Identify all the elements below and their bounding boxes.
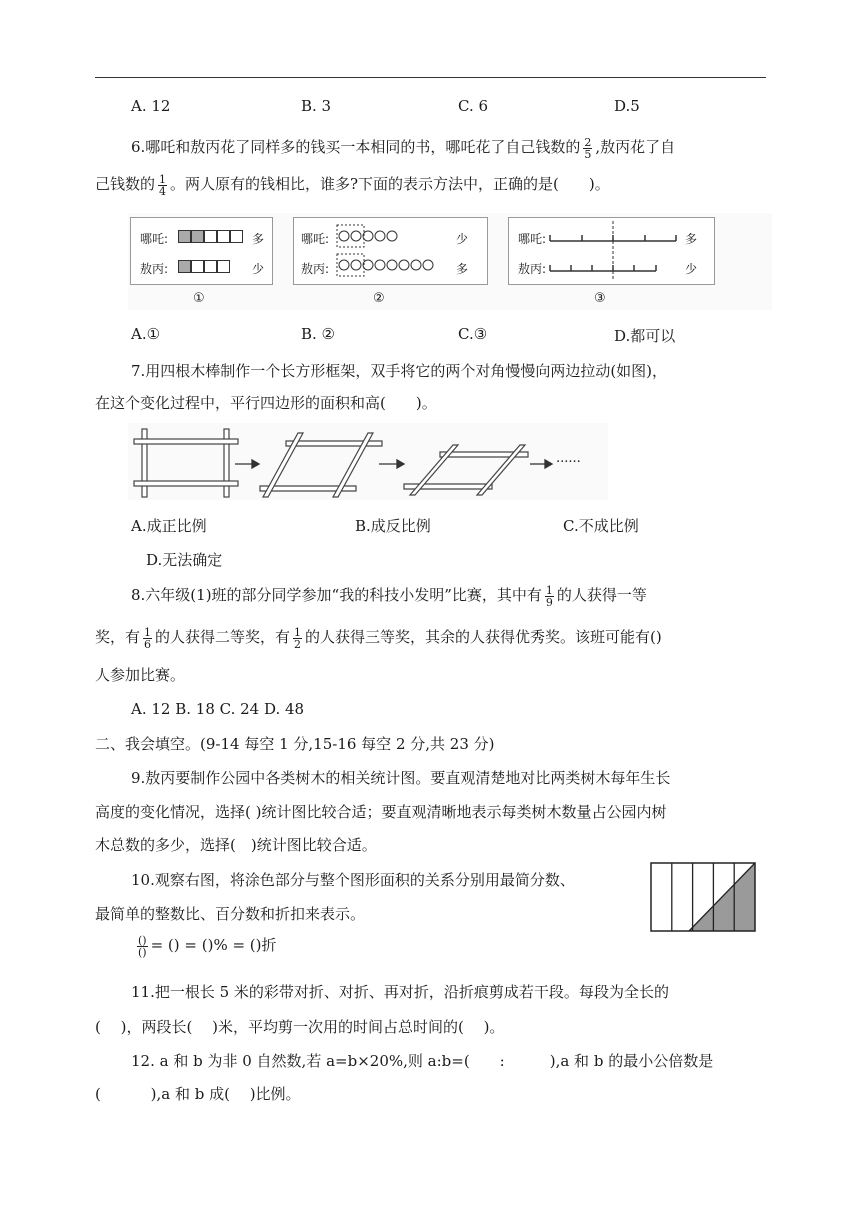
q5-option-a: A. 12 <box>131 97 171 115</box>
q10-line1: 10.观察右图，将涂色部分与整个图形面积的关系分别用最简分数、 <box>131 871 575 889</box>
q6-option-a: A.① <box>131 325 161 343</box>
q5-option-d: D.5 <box>614 97 640 115</box>
panel3-more: 多 <box>685 232 698 246</box>
fraction-1-6: $\frac{1}{6}$ <box>144 625 152 651</box>
q6-option-d: D.都可以 <box>614 327 676 345</box>
panel2-circles <box>333 223 453 283</box>
q6-option-c: C.③ <box>458 325 488 343</box>
q8-options: A. 12 B. 18 C. 24 D. 48 <box>131 700 305 718</box>
fraction-1-2: $\frac{1}{2}$ <box>294 625 302 651</box>
q6-line2: 己钱数的 $\frac{1}{4}$ 。两人原有的钱相比，谁多?下面的表示方法中，正确的是( )。 <box>95 172 610 198</box>
panel2-less: 少 <box>456 232 469 246</box>
q10-figure <box>649 861 757 933</box>
panel3-less: 少 <box>685 262 698 276</box>
q6-figure <box>128 213 772 310</box>
panel1-more: 多 <box>252 232 265 246</box>
q10-answer-line: $\frac{()}{()}$ = () = ()% = ()折 <box>138 933 277 959</box>
q6-option-b: B. ② <box>301 325 336 343</box>
q10-line2: 最简单的整数比、百分数和折扣来表示。 <box>95 905 366 923</box>
q11-line2: ( )，两段长( )米，平均剪一次用的时间占总时间的( )。 <box>95 1018 505 1036</box>
q12-line1: 12. a 和 b 为非 0 自然数,若 a=b×20%,则 a:b=( : ),a 和 b 的最小公倍数是 <box>131 1052 714 1070</box>
panel2-nezha: 哪吒: <box>301 232 330 246</box>
q9-line2: 高度的变化情况，选择( )统计图比较合适；要直观清晰地表示每类树木数量占公园内树 <box>95 803 667 821</box>
panel3-nezha: 哪吒: <box>518 232 547 246</box>
q7-dots: ...... <box>556 451 581 466</box>
fraction-2-5: $\frac{2}{5}$ <box>584 135 592 161</box>
panel2-aobing: 敖丙: <box>301 262 330 276</box>
q7-option-d: D.无法确定 <box>146 551 223 569</box>
panel3-label: ③ <box>594 291 606 306</box>
q9-line3: 木总数的多少，选择( )统计图比较合适。 <box>95 836 377 854</box>
q5-option-c: C. 6 <box>458 97 489 115</box>
q5-option-b: B. 3 <box>301 97 332 115</box>
top-rule <box>95 77 766 78</box>
q9-line1: 9.敖丙要制作公园中各类树木的相关统计图。要直观清楚地对比两类树木每年生长 <box>131 769 671 787</box>
panel3-segments <box>548 221 678 281</box>
q7-figure <box>128 423 608 500</box>
q8-line3: 人参加比赛。 <box>95 666 186 684</box>
q10-fraction: $\frac{()}{()}$ <box>138 933 147 959</box>
panel1-label: ① <box>193 291 205 306</box>
fraction-1-9: $\frac{1}{9}$ <box>545 583 553 609</box>
q8-line1: 8.六年级(1)班的部分同学参加“我的科技小发明”比赛，其中有 $\frac{1}{9}$ 的人获得一等 <box>131 583 647 609</box>
panel1-aobing: 敖丙: <box>140 262 169 276</box>
q7-option-c: C.不成比例 <box>563 517 639 535</box>
q7-option-a: A.成正比例 <box>131 517 207 535</box>
panel1-nezha: 哪吒: <box>140 232 169 246</box>
panel1-less: 少 <box>252 262 265 276</box>
q7-option-b: B.成反比例 <box>355 517 431 535</box>
panel2-more: 多 <box>456 262 469 276</box>
q11-line1: 11.把一根长 5 米的彩带对折、对折、再对折，沿折痕剪成若干段。每段为全长的 <box>131 983 669 1001</box>
fraction-1-4: $\frac{1}{4}$ <box>159 172 167 198</box>
q6-line1: 6.哪吒和敖丙花了同样多的钱买一本相同的书，哪吒花了自己钱数的 $\frac{2}{5}$ ,敖丙花了自 <box>131 135 676 161</box>
section-2-heading: 二、我会填空。(9-14 每空 1 分,15-16 每空 2 分,共 23 分) <box>95 735 495 753</box>
panel3-aobing: 敖丙: <box>518 262 547 276</box>
panel2-label: ② <box>373 291 385 306</box>
q12-line2: ( ),a 和 b 成( )比例。 <box>95 1085 301 1103</box>
q8-line2: 奖，有 $\frac{1}{6}$ 的人获得二等奖，有 $\frac{1}{2}$ 的人获得三等奖，其余的人获得优秀奖。该班可能有() <box>95 625 662 651</box>
q7-line2: 在这个变化过程中，平行四边形的面积和高( )。 <box>95 394 437 412</box>
q7-line1: 7.用四根木棒制作一个长方形框架，双手将它的两个对角慢慢向两边拉动(如图)， <box>131 362 668 380</box>
